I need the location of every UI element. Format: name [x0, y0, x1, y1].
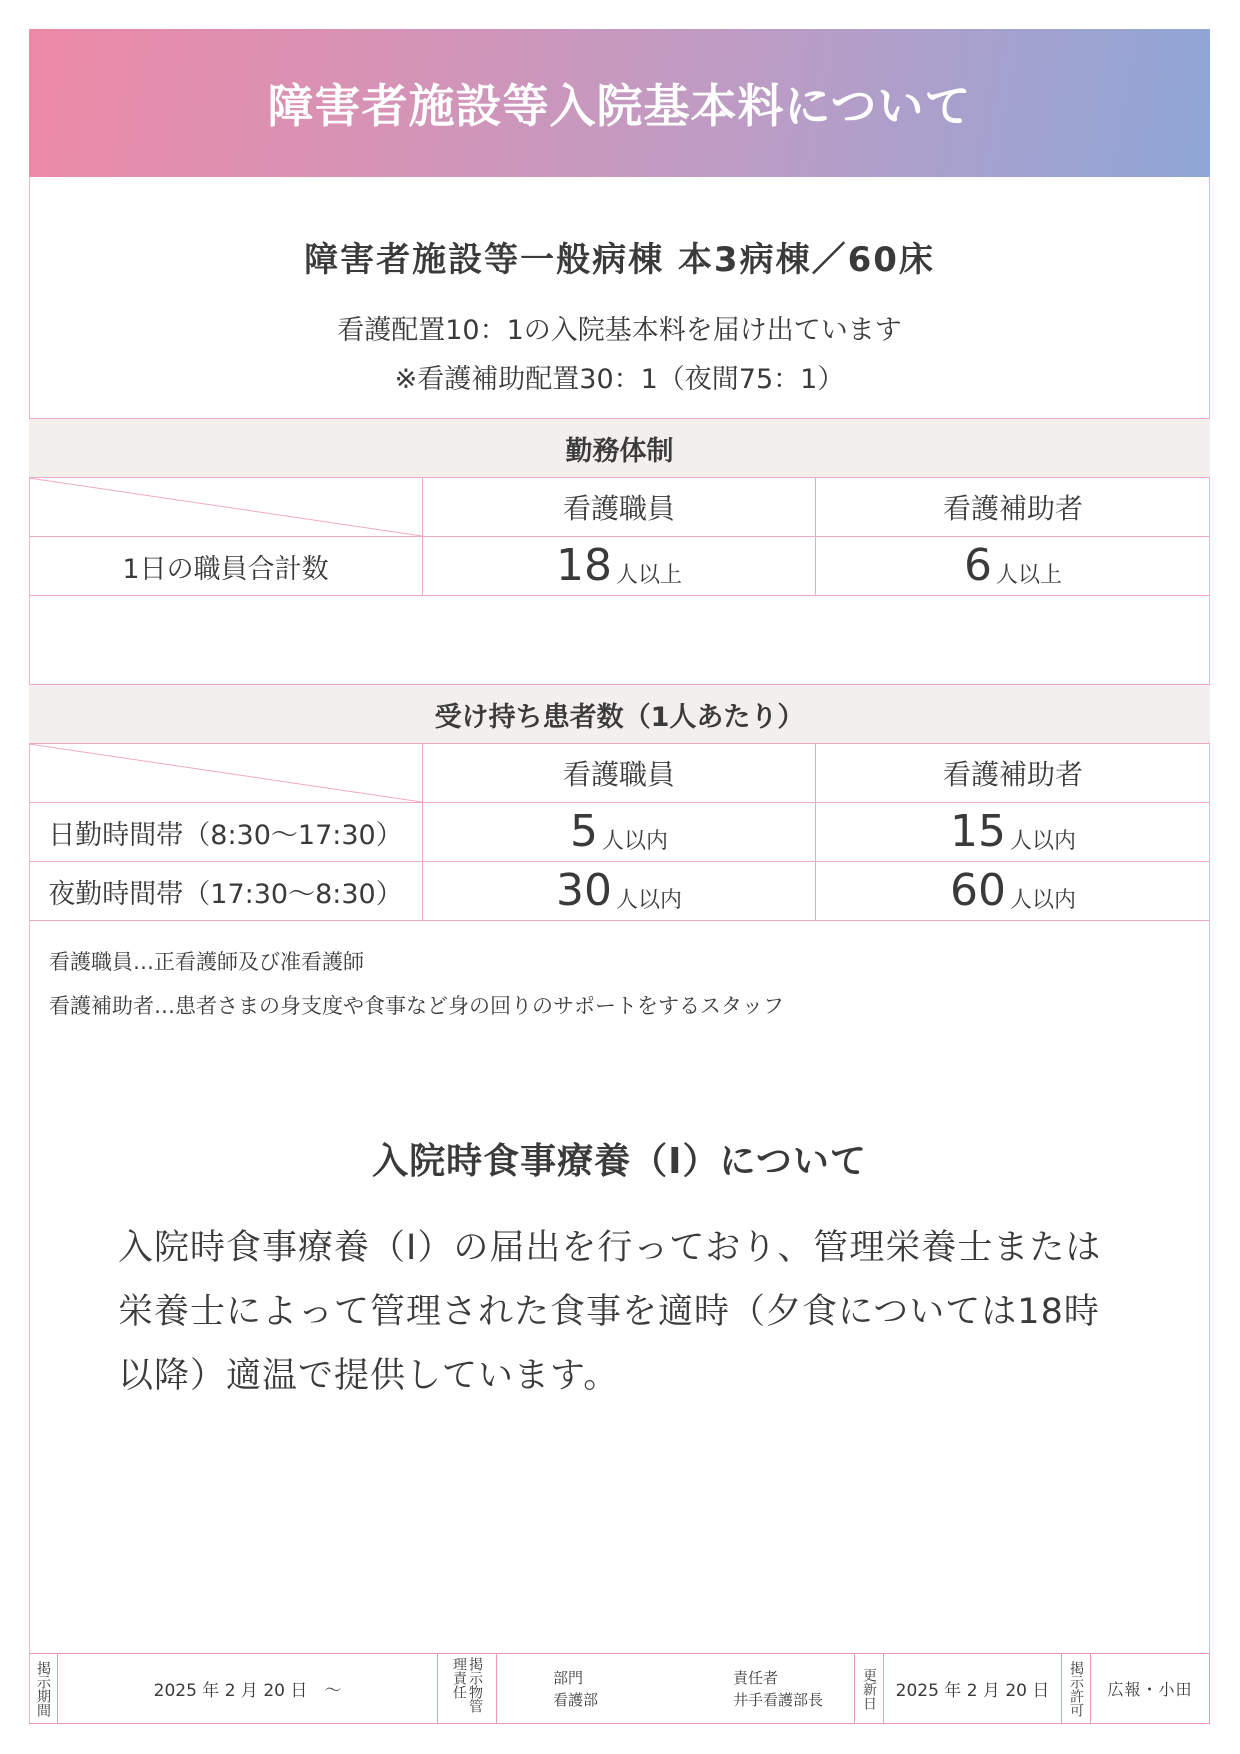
permission-value: 広報・小田 — [1107, 1680, 1193, 1699]
value-number: 5 — [569, 806, 598, 857]
column-header-row — [29, 477, 1210, 536]
column-header-nurses: 看護職員 — [423, 744, 816, 802]
title-banner — [29, 29, 1210, 177]
value-unit: 人以内 — [1009, 828, 1076, 854]
diagonal-corner-cell — [29, 478, 423, 536]
diagonal-line — [29, 478, 422, 536]
page-title: 障害者施設等入院基本料について — [267, 79, 972, 133]
period-label: 掲示期間 — [35, 1660, 51, 1717]
person-label: 責任者 — [733, 1668, 779, 1687]
value-number: 15 — [949, 806, 1006, 857]
meal-section-body: 入院時食事療養（Ⅰ）の届出を行っており、管理栄養士または栄養士によって管理された食事を適時（夕食については18時以降）適温で提供しています。 — [118, 1228, 1102, 1396]
patients-per-staff-table — [29, 684, 1210, 921]
permission-label: 掲示許可 — [1068, 1660, 1084, 1717]
nursing-ratio-note: 看護配置10：1の入院基本料を届け出ています — [337, 315, 902, 346]
value-cell — [423, 803, 816, 861]
staffing-table — [29, 418, 1210, 596]
definition-nurses: 看護職員…正看護師及び准看護師 — [49, 950, 364, 974]
updated-label-cell — [855, 1654, 884, 1723]
period-label-cell — [29, 1654, 58, 1723]
posting-info-footer — [29, 1653, 1210, 1724]
row-label: 夜勤時間帯（17:30〜8:30） — [29, 862, 423, 920]
column-header-nurses: 看護職員 — [423, 478, 816, 536]
table-title-row — [29, 684, 1210, 743]
column-header-row — [29, 743, 1210, 802]
row-label: 1日の職員合計数 — [29, 537, 423, 595]
value-unit: 人以上 — [995, 562, 1062, 588]
value-number: 60 — [949, 865, 1006, 916]
table-row — [29, 802, 1210, 861]
patients-table-title: 受け持ち患者数（1人あたり） — [434, 701, 805, 733]
value-cell — [816, 537, 1210, 595]
value-cell — [816, 803, 1210, 861]
value-unit: 人以内 — [615, 887, 682, 913]
department-label: 部門 — [552, 1668, 583, 1687]
diagonal-line — [29, 744, 422, 802]
permission-value-cell — [1091, 1654, 1210, 1723]
staffing-table-title: 勤務体制 — [565, 435, 674, 467]
updated-value-cell — [884, 1654, 1062, 1723]
column-header-assistants: 看護補助者 — [942, 492, 1083, 525]
permission-label-cell — [1062, 1654, 1091, 1723]
department-column — [553, 1667, 598, 1711]
value-unit: 人以内 — [601, 828, 668, 854]
ward-subtitle: 障害者施設等一般病棟 本3病棟／60床 — [304, 240, 935, 280]
column-header-assistants: 看護補助者 — [942, 758, 1083, 791]
table-title-row — [29, 418, 1210, 477]
assistant-ratio-note: ※看護補助配置30：1（夜間75：1） — [394, 364, 845, 395]
value-cell — [816, 862, 1210, 920]
updated-label: 更新日 — [861, 1667, 877, 1710]
person-column — [733, 1667, 823, 1711]
value-cell — [423, 537, 816, 595]
value-unit: 人以内 — [1009, 887, 1076, 913]
value-number: 30 — [555, 865, 612, 916]
person-value: 井手看護部長 — [733, 1690, 824, 1709]
table-row — [29, 861, 1210, 921]
meal-section-title: 入院時食事療養（Ⅰ）について — [372, 1141, 867, 1182]
value-number: 18 — [555, 540, 612, 591]
period-value: 2025 年 2 月 20 日 〜 — [153, 1681, 342, 1701]
diagonal-corner-cell — [29, 744, 423, 802]
value-unit: 人以上 — [615, 562, 682, 588]
updated-value: 2025 年 2 月 20 日 — [895, 1681, 1050, 1701]
value-cell — [423, 862, 816, 920]
period-value-cell — [58, 1654, 438, 1723]
row-label: 日勤時間帯（8:30〜17:30） — [29, 803, 423, 861]
table-row — [29, 536, 1210, 596]
department-value: 看護部 — [552, 1690, 598, 1709]
responsibility-label-cell — [438, 1654, 497, 1723]
value-number: 6 — [963, 540, 992, 591]
responsibility-label: 掲示物管理責任 — [451, 1656, 483, 1713]
definition-assistants: 看護補助者…患者さまの身支度や食事など身の回りのサポートをするスタッフ — [49, 994, 784, 1018]
responsibility-value-cell — [497, 1654, 855, 1723]
